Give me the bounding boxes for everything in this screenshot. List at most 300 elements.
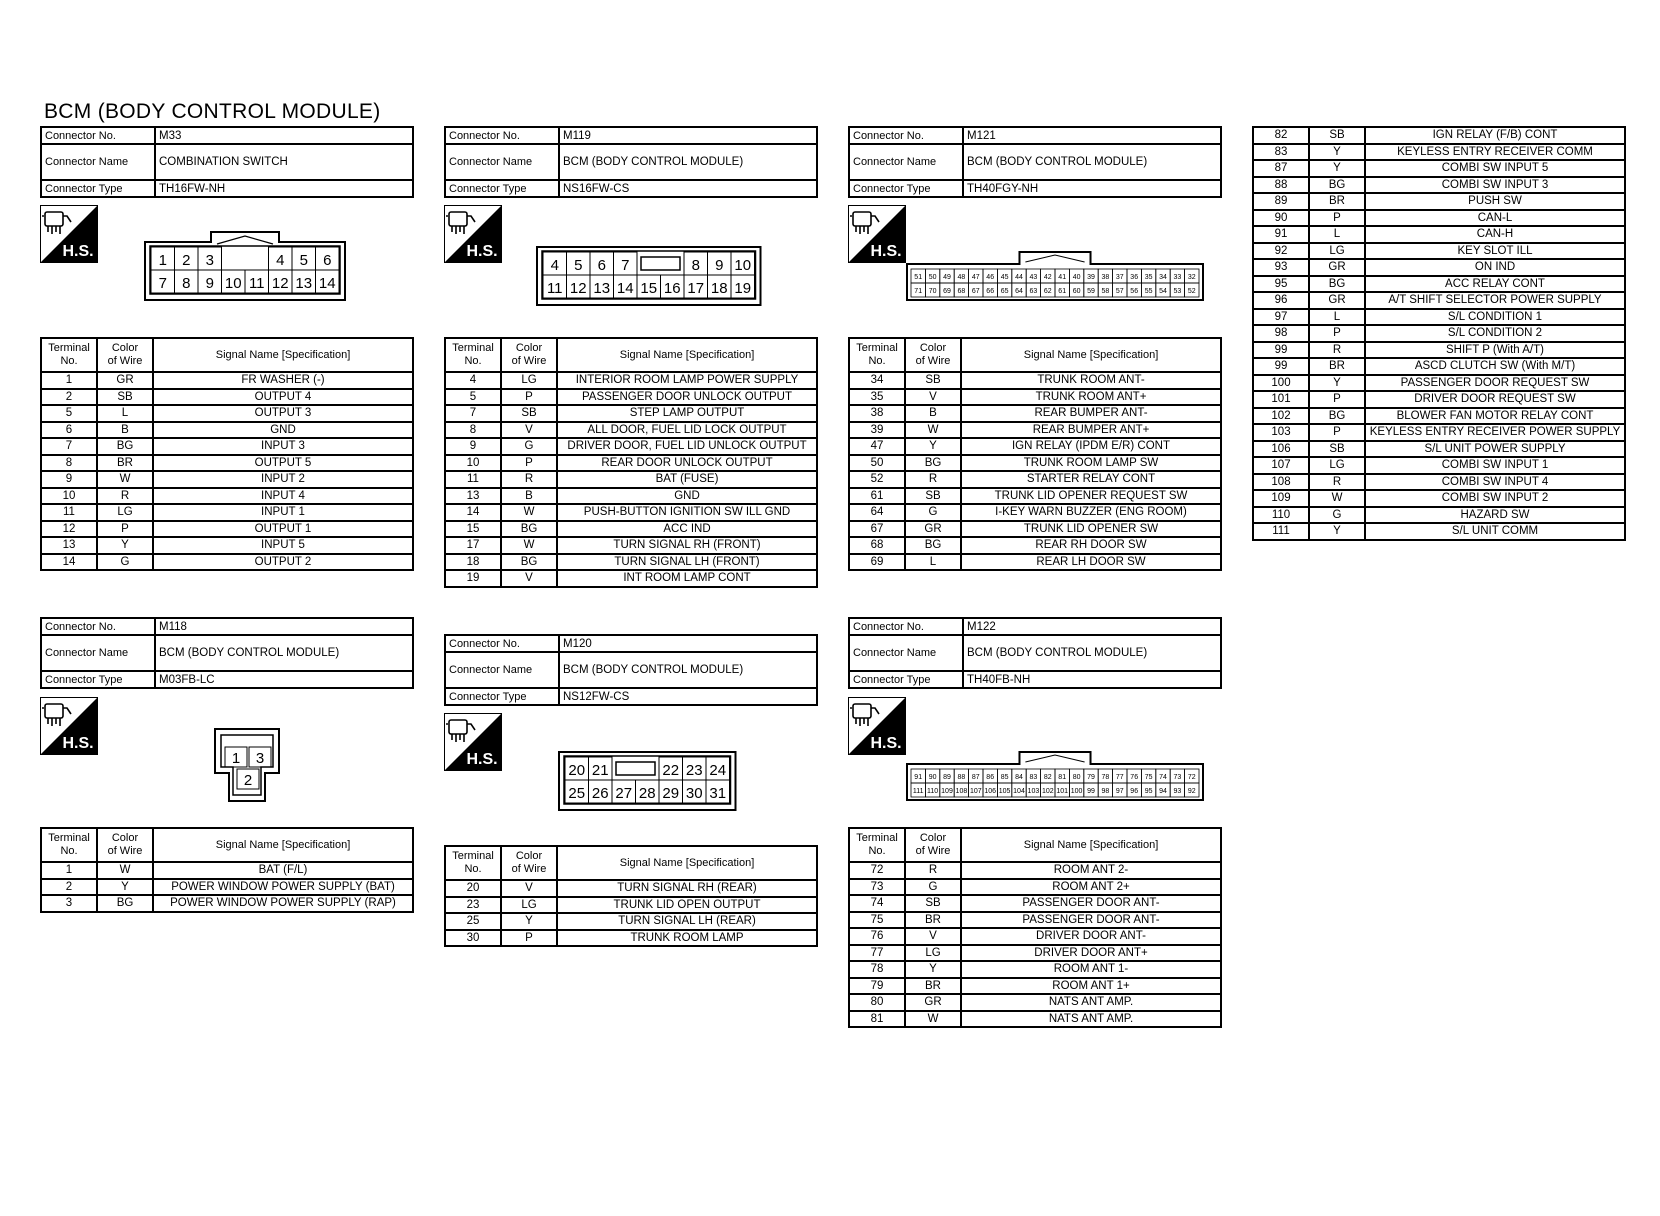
table-row xyxy=(1253,177,1625,194)
table-row xyxy=(41,862,413,879)
signal-name: ACC RELAY CONT xyxy=(1365,276,1625,293)
col-color-header: Color of Wire xyxy=(905,338,961,372)
table-row xyxy=(849,405,1221,422)
pin-number: 27 xyxy=(615,785,633,802)
signal-name: COMBI SW INPUT 4 xyxy=(1365,474,1625,491)
signal-name: IGN RELAY (F/B) CONT xyxy=(1365,127,1625,144)
pin-number: 5 xyxy=(574,257,583,274)
signal-name: POWER WINDOW POWER SUPPLY (BAT) xyxy=(153,879,413,896)
signal-name: BLOWER FAN MOTOR RELAY CONT xyxy=(1365,408,1625,425)
pin-number: 9 xyxy=(715,257,724,274)
signal-name: GND xyxy=(557,488,817,505)
terminal-no: 78 xyxy=(849,961,905,978)
table-row xyxy=(1253,276,1625,293)
pin-number: 95 xyxy=(1144,788,1153,795)
pin-number: 28 xyxy=(638,785,656,802)
wire-color: LG xyxy=(1309,457,1365,474)
terminal-no: 25 xyxy=(445,913,501,930)
wire-color: G xyxy=(905,879,961,896)
table-row xyxy=(445,880,817,897)
col-terminal-header: Terminal No. xyxy=(849,338,905,372)
signal-name: A/T SHIFT SELECTOR POWER SUPPLY xyxy=(1365,292,1625,309)
hs-label: H.S. xyxy=(466,243,498,260)
terminal-no: 14 xyxy=(445,504,501,521)
terminal-no: 3 xyxy=(41,895,97,912)
terminal-no: 72 xyxy=(849,862,905,879)
wire-color: LG xyxy=(905,945,961,962)
table-row xyxy=(849,455,1221,472)
col-color-header: Color of Wire xyxy=(905,828,961,862)
signal-name: S/L CONDITION 1 xyxy=(1365,309,1625,326)
pin-number: 14 xyxy=(318,275,336,292)
signal-name: REAR DOOR UNLOCK OUTPUT xyxy=(557,455,817,472)
terminal-no: 5 xyxy=(445,389,501,406)
table-row xyxy=(849,389,1221,406)
table-row xyxy=(1253,144,1625,161)
pin-number: 55 xyxy=(1144,288,1153,295)
signal-name: GND xyxy=(153,422,413,439)
connector-name-value: BCM (BODY CONTROL MODULE) xyxy=(963,144,1221,180)
terminal-table xyxy=(40,337,414,571)
connector-header xyxy=(848,617,1222,689)
pin-number: 9 xyxy=(205,275,214,292)
pin-number: 71 xyxy=(914,288,923,295)
connector-no-label: Connector No. xyxy=(445,635,559,652)
connector-no-value: M33 xyxy=(155,127,413,144)
connector-no-value: M121 xyxy=(963,127,1221,144)
wire-color: BG xyxy=(1309,177,1365,194)
table-row xyxy=(849,961,1221,978)
pin-number: 96 xyxy=(1130,788,1139,795)
wire-color: Y xyxy=(905,438,961,455)
table-row xyxy=(849,912,1221,929)
signal-name: TRUNK ROOM ANT- xyxy=(961,372,1221,389)
pin-number: 52 xyxy=(1187,288,1196,295)
signal-name: HAZARD SW xyxy=(1365,507,1625,524)
wire-color: Y xyxy=(1309,523,1365,540)
pin-number: 37 xyxy=(1115,274,1124,281)
wire-color: P xyxy=(501,930,557,947)
table-row xyxy=(41,422,413,439)
pin-number: 14 xyxy=(616,280,634,297)
connector-no-label: Connector No. xyxy=(445,127,559,144)
connector-name-label: Connector Name xyxy=(849,144,963,180)
table-row xyxy=(445,389,817,406)
table-row xyxy=(1253,424,1625,441)
pin-number: 67 xyxy=(971,288,980,295)
pin-number: 1 xyxy=(231,750,241,767)
signal-name: TRUNK ROOM LAMP SW xyxy=(961,455,1221,472)
table-row xyxy=(41,879,413,896)
pin-number: 110 xyxy=(927,788,939,795)
connector-name-value: BCM (BODY CONTROL MODULE) xyxy=(963,635,1221,671)
pin-number: 13 xyxy=(593,280,611,297)
signal-name: KEY SLOT ILL xyxy=(1365,243,1625,260)
terminal-no: 19 xyxy=(445,570,501,587)
connector-type-label: Connector Type xyxy=(445,688,559,705)
table-row xyxy=(849,504,1221,521)
pin-number: 19 xyxy=(734,280,752,297)
wire-color: P xyxy=(1309,391,1365,408)
col-signal-header: Signal Name [Specification] xyxy=(153,828,413,862)
signal-name: ACC IND xyxy=(557,521,817,538)
pin-number: 51 xyxy=(914,274,923,281)
terminal-no: 73 xyxy=(849,879,905,896)
signal-name: INTERIOR ROOM LAMP POWER SUPPLY xyxy=(557,372,817,389)
pin-number: 81 xyxy=(1058,774,1067,781)
pin-number: 76 xyxy=(1130,774,1139,781)
pin-number: 101 xyxy=(1056,788,1069,795)
table-row xyxy=(1253,523,1625,540)
signal-name: STARTER RELAY CONT xyxy=(961,471,1221,488)
pin-number: 83 xyxy=(1029,774,1038,781)
wire-color: R xyxy=(501,471,557,488)
wire-color: BG xyxy=(501,521,557,538)
pin-number: 60 xyxy=(1072,288,1081,295)
connector-type-value: TH16FW-NH xyxy=(155,180,413,197)
connector-no-value: M122 xyxy=(963,618,1221,635)
signal-name: ASCD CLUTCH SW (With M/T) xyxy=(1365,358,1625,375)
terminal-no: 69 xyxy=(849,554,905,571)
terminal-no: 38 xyxy=(849,405,905,422)
terminal-no: 18 xyxy=(445,554,501,571)
signal-name: ON IND xyxy=(1365,259,1625,276)
signal-name: INT ROOM LAMP CONT xyxy=(557,570,817,587)
table-row xyxy=(849,1011,1221,1028)
signal-name: TRUNK ROOM LAMP xyxy=(557,930,817,947)
table-row xyxy=(1253,309,1625,326)
table-row xyxy=(41,554,413,571)
pin-number: 3 xyxy=(255,750,265,767)
terminal-no: 99 xyxy=(1253,358,1309,375)
signal-name: KEYLESS ENTRY RECEIVER COMM xyxy=(1365,144,1625,161)
table-row xyxy=(1253,474,1625,491)
table-row xyxy=(41,471,413,488)
signal-name: TRUNK LID OPENER SW xyxy=(961,521,1221,538)
signal-name: DRIVER DOOR ANT+ xyxy=(961,945,1221,962)
table-header-row xyxy=(849,828,1221,862)
pin-number: 92 xyxy=(1187,788,1196,795)
signal-name: TURN SIGNAL RH (FRONT) xyxy=(557,537,817,554)
pin-number: 45 xyxy=(1000,274,1009,281)
pin-number: 11 xyxy=(248,275,265,292)
pin-number: 66 xyxy=(986,288,995,295)
wire-color: W xyxy=(97,862,153,879)
pin-number: 57 xyxy=(1115,288,1124,295)
table-header-row xyxy=(41,828,413,862)
pin-number: 24 xyxy=(709,762,727,779)
table-row xyxy=(1253,342,1625,359)
table-row xyxy=(445,455,817,472)
wire-color: BR xyxy=(905,978,961,995)
wire-color: BG xyxy=(97,895,153,912)
col-color-header: Color of Wire xyxy=(97,828,153,862)
col-color-header: Color of Wire xyxy=(501,338,557,372)
col-terminal-header: Terminal No. xyxy=(445,846,501,880)
connector-header xyxy=(848,126,1222,198)
pin-number: 25 xyxy=(568,785,586,802)
terminal-no: 111 xyxy=(1253,523,1309,540)
pin-number: 7 xyxy=(621,257,630,274)
pin-number: 7 xyxy=(158,275,167,292)
hs-label: H.S. xyxy=(870,243,902,260)
table-row xyxy=(445,405,817,422)
terminal-no: 91 xyxy=(1253,226,1309,243)
signal-name: ROOM ANT 2- xyxy=(961,862,1221,879)
wire-color: BG xyxy=(905,537,961,554)
wire-color: Y xyxy=(1309,375,1365,392)
pin-number: 75 xyxy=(1144,774,1153,781)
table-row xyxy=(1253,193,1625,210)
pin-number: 15 xyxy=(640,280,658,297)
pin-number: 23 xyxy=(685,762,703,779)
wire-color: V xyxy=(501,570,557,587)
connector-name-value: BCM (BODY CONTROL MODULE) xyxy=(155,635,413,671)
pin-number: 106 xyxy=(984,788,997,795)
signal-name: PUSH SW xyxy=(1365,193,1625,210)
table-row xyxy=(1253,490,1625,507)
signal-name: S/L CONDITION 2 xyxy=(1365,325,1625,342)
signal-name: NATS ANT AMP. xyxy=(961,1011,1221,1028)
terminal-no: 87 xyxy=(1253,160,1309,177)
table-row xyxy=(41,504,413,521)
table-row xyxy=(849,554,1221,571)
signal-name: INPUT 2 xyxy=(153,471,413,488)
signal-name: DRIVER DOOR REQUEST SW xyxy=(1365,391,1625,408)
terminal-no: 83 xyxy=(1253,144,1309,161)
wire-color: BG xyxy=(1309,408,1365,425)
pin-number: 84 xyxy=(1015,774,1023,781)
table-row xyxy=(849,471,1221,488)
signal-name: IGN RELAY (IPDM E/R) CONT xyxy=(961,438,1221,455)
wire-color: P xyxy=(501,455,557,472)
terminal-no: 9 xyxy=(445,438,501,455)
connector-no-label: Connector No. xyxy=(849,127,963,144)
table-row xyxy=(445,537,817,554)
col-terminal-header: Terminal No. xyxy=(41,828,97,862)
pin-number: 68 xyxy=(957,288,966,295)
pin-number: 73 xyxy=(1173,774,1182,781)
terminal-table xyxy=(848,337,1222,571)
pin-number: 72 xyxy=(1187,774,1196,781)
table-row xyxy=(849,978,1221,995)
pin-number: 85 xyxy=(1000,774,1009,781)
pin-number: 103 xyxy=(1027,788,1040,795)
terminal-no: 99 xyxy=(1253,342,1309,359)
wire-color: B xyxy=(501,488,557,505)
terminal-no: 88 xyxy=(1253,177,1309,194)
wire-color: SB xyxy=(1309,441,1365,458)
connector-name-label: Connector Name xyxy=(849,635,963,671)
wire-color: BR xyxy=(1309,193,1365,210)
table-row xyxy=(849,928,1221,945)
signal-name: CAN-L xyxy=(1365,210,1625,227)
pin-number: 53 xyxy=(1173,288,1182,295)
harness-side-icon xyxy=(444,713,502,771)
terminal-no: 96 xyxy=(1253,292,1309,309)
terminal-no: 7 xyxy=(445,405,501,422)
wire-color: GR xyxy=(1309,292,1365,309)
connector-name-label: Connector Name xyxy=(445,144,559,180)
signal-name: POWER WINDOW POWER SUPPLY (RAP) xyxy=(153,895,413,912)
terminal-no: 110 xyxy=(1253,507,1309,524)
signal-name: ROOM ANT 1+ xyxy=(961,978,1221,995)
table-row xyxy=(41,488,413,505)
terminal-no: 61 xyxy=(849,488,905,505)
signal-name: I-KEY WARN BUZZER (ENG ROOM) xyxy=(961,504,1221,521)
wire-color: Y xyxy=(1309,144,1365,161)
pin-number: 2 xyxy=(243,772,253,789)
table-row xyxy=(1253,226,1625,243)
table-header-row xyxy=(445,846,817,880)
connector-header xyxy=(444,634,818,706)
table-row xyxy=(445,438,817,455)
wire-color: R xyxy=(97,488,153,505)
pin-number: 50 xyxy=(928,274,937,281)
table-row xyxy=(1253,408,1625,425)
connector-name-value: BCM (BODY CONTROL MODULE) xyxy=(559,652,817,688)
table-row xyxy=(849,372,1221,389)
signal-name: PASSENGER DOOR REQUEST SW xyxy=(1365,375,1625,392)
harness-side-icon xyxy=(444,205,502,263)
wire-color: L xyxy=(1309,226,1365,243)
table-row xyxy=(1253,441,1625,458)
table-row xyxy=(1253,325,1625,342)
wire-color: LG xyxy=(501,897,557,914)
wire-color: Y xyxy=(501,913,557,930)
terminal-no: 10 xyxy=(445,455,501,472)
wire-color: V xyxy=(905,389,961,406)
col-color-header: Color of Wire xyxy=(501,846,557,880)
terminal-no: 9 xyxy=(41,471,97,488)
wire-color: GR xyxy=(97,372,153,389)
table-row xyxy=(849,862,1221,879)
table-row xyxy=(41,405,413,422)
pin-number: 4 xyxy=(276,252,285,269)
pin-number: 54 xyxy=(1159,288,1167,295)
signal-name: COMBI SW INPUT 3 xyxy=(1365,177,1625,194)
signal-name: INPUT 4 xyxy=(153,488,413,505)
terminal-no: 109 xyxy=(1253,490,1309,507)
connector-type-label: Connector Type xyxy=(849,671,963,688)
table-row xyxy=(41,537,413,554)
wire-color: P xyxy=(97,521,153,538)
signal-name: REAR LH DOOR SW xyxy=(961,554,1221,571)
wire-color: BR xyxy=(1309,358,1365,375)
pin-number: 49 xyxy=(943,274,951,281)
signal-name: PASSENGER DOOR ANT- xyxy=(961,895,1221,912)
table-header-row xyxy=(849,338,1221,372)
pin-number: 13 xyxy=(295,275,313,292)
harness-side-icon xyxy=(40,697,98,755)
table-header-row xyxy=(41,338,413,372)
connector-type-value: NS12FW-CS xyxy=(559,688,817,705)
pin-number: 48 xyxy=(957,274,966,281)
wire-color: G xyxy=(501,438,557,455)
terminal-no: 52 xyxy=(849,471,905,488)
pin-number: 30 xyxy=(685,785,703,802)
terminal-no: 90 xyxy=(1253,210,1309,227)
terminal-no: 75 xyxy=(849,912,905,929)
pin-number: 4 xyxy=(550,257,559,274)
pin-number: 61 xyxy=(1058,288,1067,295)
terminal-no: 76 xyxy=(849,928,905,945)
signal-name: KEYLESS ENTRY RECEIVER POWER SUPPLY xyxy=(1365,424,1625,441)
terminal-no: 74 xyxy=(849,895,905,912)
pin-number: 8 xyxy=(182,275,191,292)
terminal-no: 106 xyxy=(1253,441,1309,458)
wire-color: W xyxy=(1309,490,1365,507)
connector-header xyxy=(40,617,414,689)
wire-color: R xyxy=(905,862,961,879)
signal-name: OUTPUT 4 xyxy=(153,389,413,406)
table-row xyxy=(445,372,817,389)
connector-no-label: Connector No. xyxy=(41,618,155,635)
table-row xyxy=(1253,292,1625,309)
signal-name: BAT (F/L) xyxy=(153,862,413,879)
terminal-no: 108 xyxy=(1253,474,1309,491)
wire-color: R xyxy=(905,471,961,488)
wire-color: L xyxy=(97,405,153,422)
pin-number: 88 xyxy=(957,774,966,781)
terminal-table xyxy=(848,827,1222,1028)
connector-name-label: Connector Name xyxy=(41,635,155,671)
terminal-no: 13 xyxy=(445,488,501,505)
pin-number: 100 xyxy=(1070,788,1083,795)
signal-name: INPUT 1 xyxy=(153,504,413,521)
pin-number: 91 xyxy=(914,774,923,781)
signal-name: SHIFT P (With A/T) xyxy=(1365,342,1625,359)
wire-color: B xyxy=(97,422,153,439)
col-color-header: Color of Wire xyxy=(97,338,153,372)
signal-name: PUSH-BUTTON IGNITION SW ILL GND xyxy=(557,504,817,521)
signal-name: COMBI SW INPUT 5 xyxy=(1365,160,1625,177)
connector-type-value: TH40FGY-NH xyxy=(963,180,1221,197)
terminal-no: 79 xyxy=(849,978,905,995)
terminal-no: 97 xyxy=(1253,309,1309,326)
pin-number: 56 xyxy=(1130,288,1139,295)
pin-number: 17 xyxy=(687,280,705,297)
signal-name: INPUT 3 xyxy=(153,438,413,455)
signal-name: NATS ANT AMP. xyxy=(961,994,1221,1011)
wire-color: V xyxy=(905,928,961,945)
wire-color: L xyxy=(905,554,961,571)
wire-color: LG xyxy=(1309,243,1365,260)
table-row xyxy=(41,438,413,455)
wire-color: SB xyxy=(501,405,557,422)
table-row xyxy=(1253,160,1625,177)
wire-color: BG xyxy=(501,554,557,571)
terminal-table xyxy=(444,337,818,588)
wire-color: G xyxy=(97,554,153,571)
table-row xyxy=(41,521,413,538)
signal-name: TURN SIGNAL LH (FRONT) xyxy=(557,554,817,571)
terminal-no: 50 xyxy=(849,455,905,472)
col-signal-header: Signal Name [Specification] xyxy=(961,828,1221,862)
table-row xyxy=(849,488,1221,505)
table-row xyxy=(1253,507,1625,524)
pin-number: 26 xyxy=(591,785,609,802)
wire-color: GR xyxy=(905,994,961,1011)
pin-number: 111 xyxy=(912,788,924,795)
signal-name: ROOM ANT 1- xyxy=(961,961,1221,978)
terminal-no: 89 xyxy=(1253,193,1309,210)
connector-header xyxy=(40,126,414,198)
table-row xyxy=(445,930,817,947)
terminal-no: 107 xyxy=(1253,457,1309,474)
pin-number: 11 xyxy=(546,280,563,297)
wire-color: W xyxy=(501,537,557,554)
